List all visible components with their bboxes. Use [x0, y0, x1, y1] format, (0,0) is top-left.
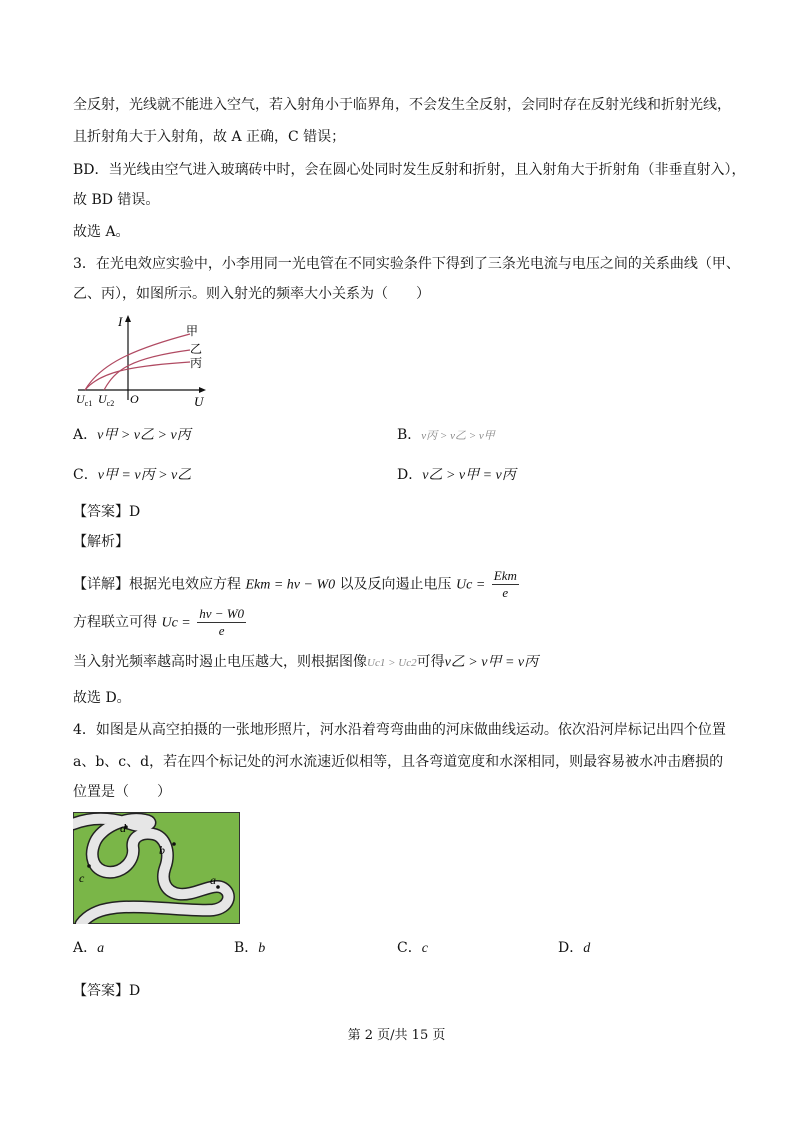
text-line: 全反射，光线就不能进入空气，若入射角小于临界角，不会发生全反射，会同时存在反射光线和折射光线，: [73, 97, 731, 113]
question-3-stem: 3．在光电效应实验中，小李用同一光电管在不同实验条件下得到了三条光电流与电压之间的关系曲线（甲、: [73, 256, 740, 272]
option-c[interactable]: C．ν甲 = ν丙 > ν乙: [73, 467, 192, 483]
option-b[interactable]: B．b: [234, 940, 266, 956]
axis-i-label: I: [118, 314, 123, 329]
combine-line: 方程联立可得 Uc = $\frac{h\nu - W0}{e}$: [73, 606, 245, 638]
conclusion-line: 当入射光频率越高时遏止电压越大，则根据图像Uc1 > Uc2可得ν乙 > ν甲 = ν丙: [73, 654, 539, 670]
option-d[interactable]: D．ν乙 > ν甲 = ν丙: [397, 467, 516, 483]
answer-label: 【答案】D: [73, 983, 141, 999]
uc2-label: $U_{c2}$: [98, 392, 115, 408]
option-a[interactable]: A．a: [73, 940, 105, 956]
iv-curve-graph: [70, 310, 220, 410]
map-label-d: d: [120, 821, 126, 835]
curve-bing: [85, 362, 190, 390]
option-d[interactable]: D．d: [558, 940, 591, 956]
analysis-label: 【解析】: [73, 534, 129, 550]
question-3-stem: 乙、丙），如图所示。则入射光的频率大小关系为（ ）: [73, 286, 430, 302]
option-b[interactable]: B．ν丙 > ν乙 > ν甲: [397, 427, 495, 443]
uc1-label: $U_{c1}$: [76, 392, 93, 408]
detail-line: 【详解】根据光电效应方程 Ekm = hν − W0 以及反向遏止电压 Uc = $\frac{\text{Ekm}}{e}$: [73, 568, 517, 600]
text-line: 故 BD 错误。: [73, 192, 160, 208]
axis-u-label: U: [194, 394, 204, 409]
page-footer: 第 2 页/共 15 页: [347, 1028, 446, 1043]
fraction-combined: $\frac{h\nu - W0}{e}$: [199, 606, 245, 638]
river-aerial-photo: [73, 812, 240, 924]
text-line: BD．当光线由空气进入玻璃砖中时，会在圆心处同时发生反射和折射，且入射角大于折射角（非垂直射入），: [73, 162, 746, 178]
map-label-b: b: [159, 843, 165, 857]
curve-label-bing: 丙: [190, 356, 203, 370]
option-a[interactable]: A．ν甲 > ν乙 > ν丙: [73, 427, 191, 443]
choose-line: 故选 D。: [73, 690, 131, 706]
map-label-c: c: [79, 871, 85, 885]
text-line: 故选 A。: [73, 224, 130, 240]
curve-label-yi: 乙: [190, 342, 203, 356]
curve-label-jia: 甲: [186, 324, 199, 338]
question-4-stem: a、b、c、d，若在四个标记处的河水流速近似相等，且各弯道宽度和水深相同，则最容易被水冲击磨损的: [73, 754, 724, 770]
curve-yi: [104, 350, 190, 390]
text-line: 且折射角大于入射角，故 A 正确，C 错误；: [73, 129, 346, 145]
question-4-stem: 4．如图是从高空拍摄的一张地形照片，河水沿着弯弯曲曲的河床做曲线运动。依次沿河岸标记出四个位置: [73, 722, 726, 738]
origin-label: O: [130, 392, 139, 406]
fraction-uc: $\frac{\text{Ekm}}{e}$: [493, 568, 517, 600]
photoelectric-equation: Ekm = hν − W0: [245, 577, 336, 593]
answer-label: 【答案】D: [73, 504, 141, 520]
map-label-a: a: [210, 873, 216, 887]
question-4-stem: 位置是（ ）: [73, 784, 171, 800]
option-c[interactable]: C．c: [397, 940, 428, 956]
